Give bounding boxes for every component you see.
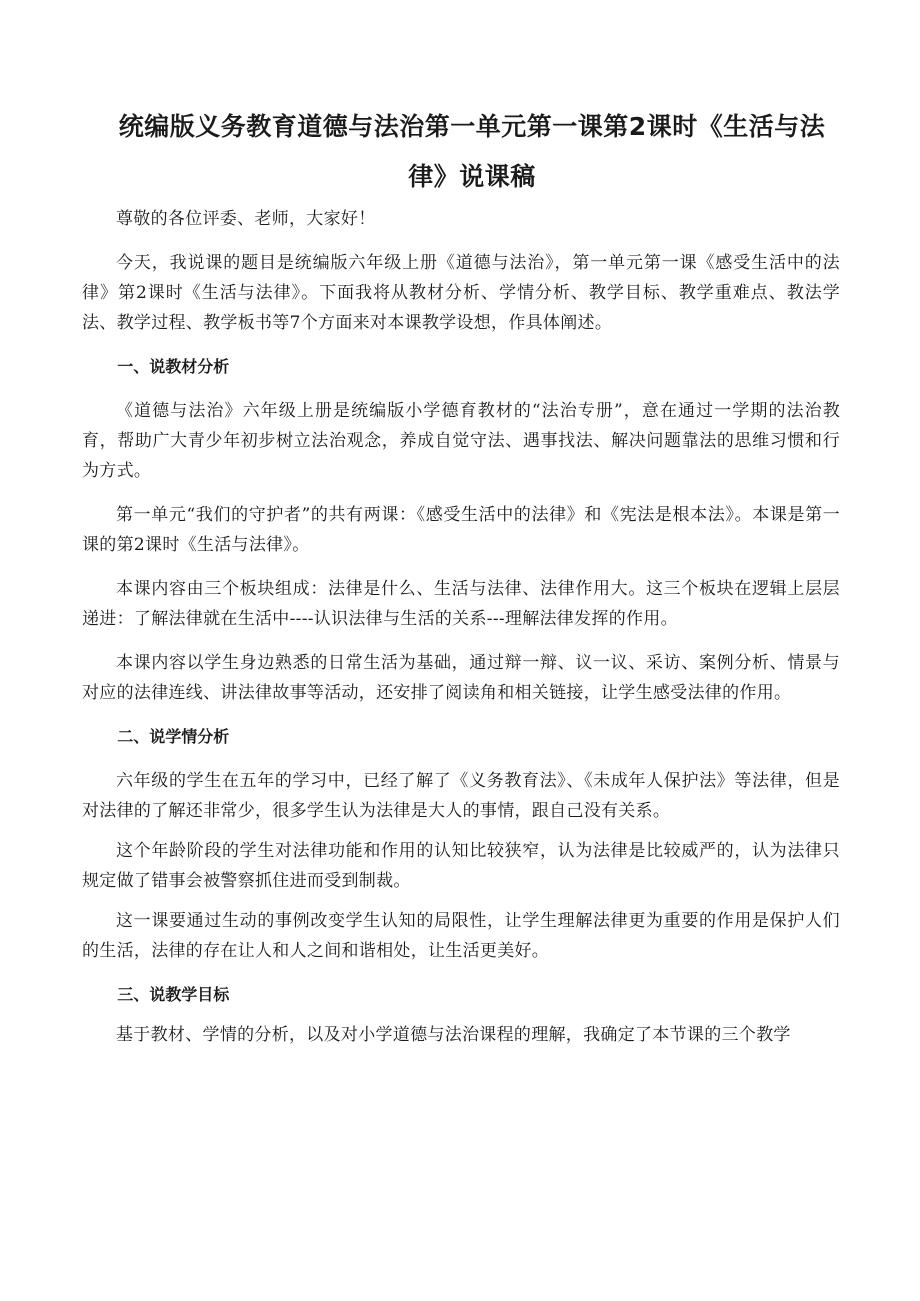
body-paragraph: 这一课要通过生动的事例改变学生认知的局限性，让学生理解法律更为重要的作用是保护人们的生活，法律的存在让人和人之间和谐相处，让生活更美好。 [82,911,840,961]
body-paragraph: 这个年龄阶段的学生对法律功能和作用的认知比较狭窄，认为法律是比较威严的，认为法律只规定做了错事会被警察抓住进而受到制裁。 [82,841,840,891]
body-paragraph: 第一单元“我们的守护者”的共有两课：《感受生活中的法律》和《宪法是根本法》。本课是第一课的第2课时《生活与法律》。 [82,505,840,555]
body-paragraph: 六年级的学生在五年的学习中，已经了解了《义务教育法》、《未成年人保护法》等法律，但是对法律的了解还非常少，很多学生认为法律是大人的事情，跟自己没有关系。 [82,771,840,821]
body-paragraph: 《道德与法治》六年级上册是统编版小学德育教材的“法治专册”，意在通过一学期的法治教育，帮助广大青少年初步树立法治观念，养成自觉守法、遇事找法、解决问题靠法的思维习惯和行为方式。 [82,401,840,481]
greeting-paragraph: 尊敬的各位评委、老师，大家好！ [116,209,376,229]
intro-paragraph: 今天，我说课的题目是统编版六年级上册《道德与法治》，第一单元第一课《感受生活中的法律》第2课时《生活与法律》。下面我将从教材分析、学情分析、教学目标、教学重难点、教法学法、教学过程、教学板书等7个方面来对本课教学设想，作具体阐述。 [82,253,840,333]
document-page [82,102,840,1050]
section-heading-learner-analysis: 二、说学情分析 [117,727,230,746]
body-paragraph: 基于教材、学情的分析，以及对小学道德与法治课程的理解，我确定了本节课的三个教学 [116,1025,791,1045]
document-title: 统编版义务教育道德与法治第一单元第一课第2课时《生活与法律》说课稿 [118,112,826,191]
section-heading-teaching-objectives: 三、说教学目标 [117,985,230,1004]
body-paragraph: 本课内容由三个板块组成：法律是什么、生活与法律、法律作用大。这三个板块在逻辑上层层递进：了解法律就在生活中----认识法律与生活的关系---理解法律发挥的作用。 [82,579,840,629]
section-heading-textbook-analysis: 一、说教材分析 [117,357,230,376]
body-paragraph: 本课内容以学生身边熟悉的日常生活为基础，通过辩一辩、议一议、采访、案例分析、情景与对应的法律连线、讲法律故事等活动，还安排了阅读角和相关链接，让学生感受法律的作用。 [82,653,840,703]
